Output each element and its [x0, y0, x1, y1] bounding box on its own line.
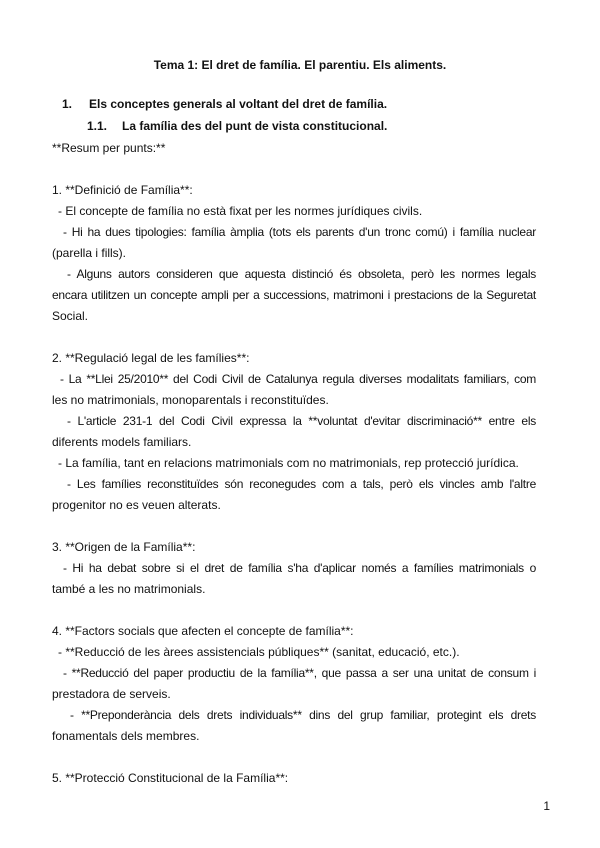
- paragraph-line: - Hi ha dues tipologies: família àmplia (tots els parents d'un tronc comú) i família nuclear: [63, 225, 536, 239]
- document-title: Tema 1: El dret de família. El parentiu. Els aliments.: [153, 58, 447, 72]
- paragraph-line: també a les no matrimonials.: [52, 582, 206, 596]
- paragraph-line: - El concepte de família no està fixat per les normes jurídiques civils.: [58, 204, 423, 218]
- paragraph-line: encara utilitzen un concepte ampli per a successions, matrimoni i prestacions de la Seguretat: [52, 288, 536, 302]
- paragraph-line: Social.: [52, 309, 89, 323]
- heading-number: 1.1.: [87, 119, 108, 133]
- heading-text: La família des del punt de vista constitucional.: [122, 119, 388, 133]
- heading-1-1: [87, 119, 571, 133]
- section-heading: 5. **Protecció Constitucional de la Família**:: [52, 771, 289, 785]
- page-number: 1: [543, 799, 550, 813]
- paragraph-line: - La **Llei 25/2010** del Codi Civil de Catalunya regula diverses modalitats familiars, com: [60, 372, 536, 386]
- paragraph-line: progenitor no es veuen alterats.: [52, 498, 221, 512]
- paragraph-line: (parella i fills).: [52, 246, 127, 260]
- heading-1: [62, 97, 546, 111]
- paragraph-line: prestadora de serveis.: [52, 687, 171, 701]
- paragraph-line: - Alguns autors consideren que aquesta distinció és obsoleta, però les normes legals: [67, 267, 536, 281]
- paragraph-line: - La família, tant en relacions matrimonials com no matrimonials, rep protecció jurídica.: [58, 456, 519, 470]
- section-heading: 2. **Regulació legal de les famílies**:: [52, 351, 250, 365]
- paragraph-line: - **Preponderància dels drets individuals** dins del grup familiar, protegint els drets: [70, 708, 536, 722]
- heading-text: Els conceptes generals al voltant del dret de família.: [89, 97, 388, 111]
- paragraph-line: - Les famílies reconstituïdes són reconegudes com a tals, però els vincles amb l'altre: [67, 477, 536, 491]
- heading-number: 1.: [62, 97, 73, 111]
- paragraph-line: - **Reducció del paper productiu de la família**, que passa a ser una unitat de consum i: [63, 666, 536, 680]
- paragraph-line: fonamentals dels membres.: [52, 729, 200, 743]
- paragraph-line: - **Reducció de les àrees assistencials públiques** (sanitat, educació, etc.).: [58, 645, 460, 659]
- section-heading: 1. **Definició de Família**:: [52, 183, 193, 197]
- paragraph-line: les no matrimonials, monoparentals i reconstituïdes.: [52, 393, 329, 407]
- paragraph-line: - Hi ha debat sobre si el dret de família s'ha d'aplicar només a famílies matrimonials o: [63, 561, 536, 575]
- paragraph-line: - L'article 231-1 del Codi Civil expressa la **voluntat d'evitar discriminació** entre els: [67, 414, 536, 428]
- section-heading: 4. **Factors socials que afecten el concepte de família**:: [52, 624, 354, 638]
- paragraph-line: diferents models familiars.: [52, 435, 192, 449]
- summary-label: **Resum per punts:**: [52, 141, 166, 155]
- section-heading: 3. **Origen de la Família**:: [52, 540, 196, 554]
